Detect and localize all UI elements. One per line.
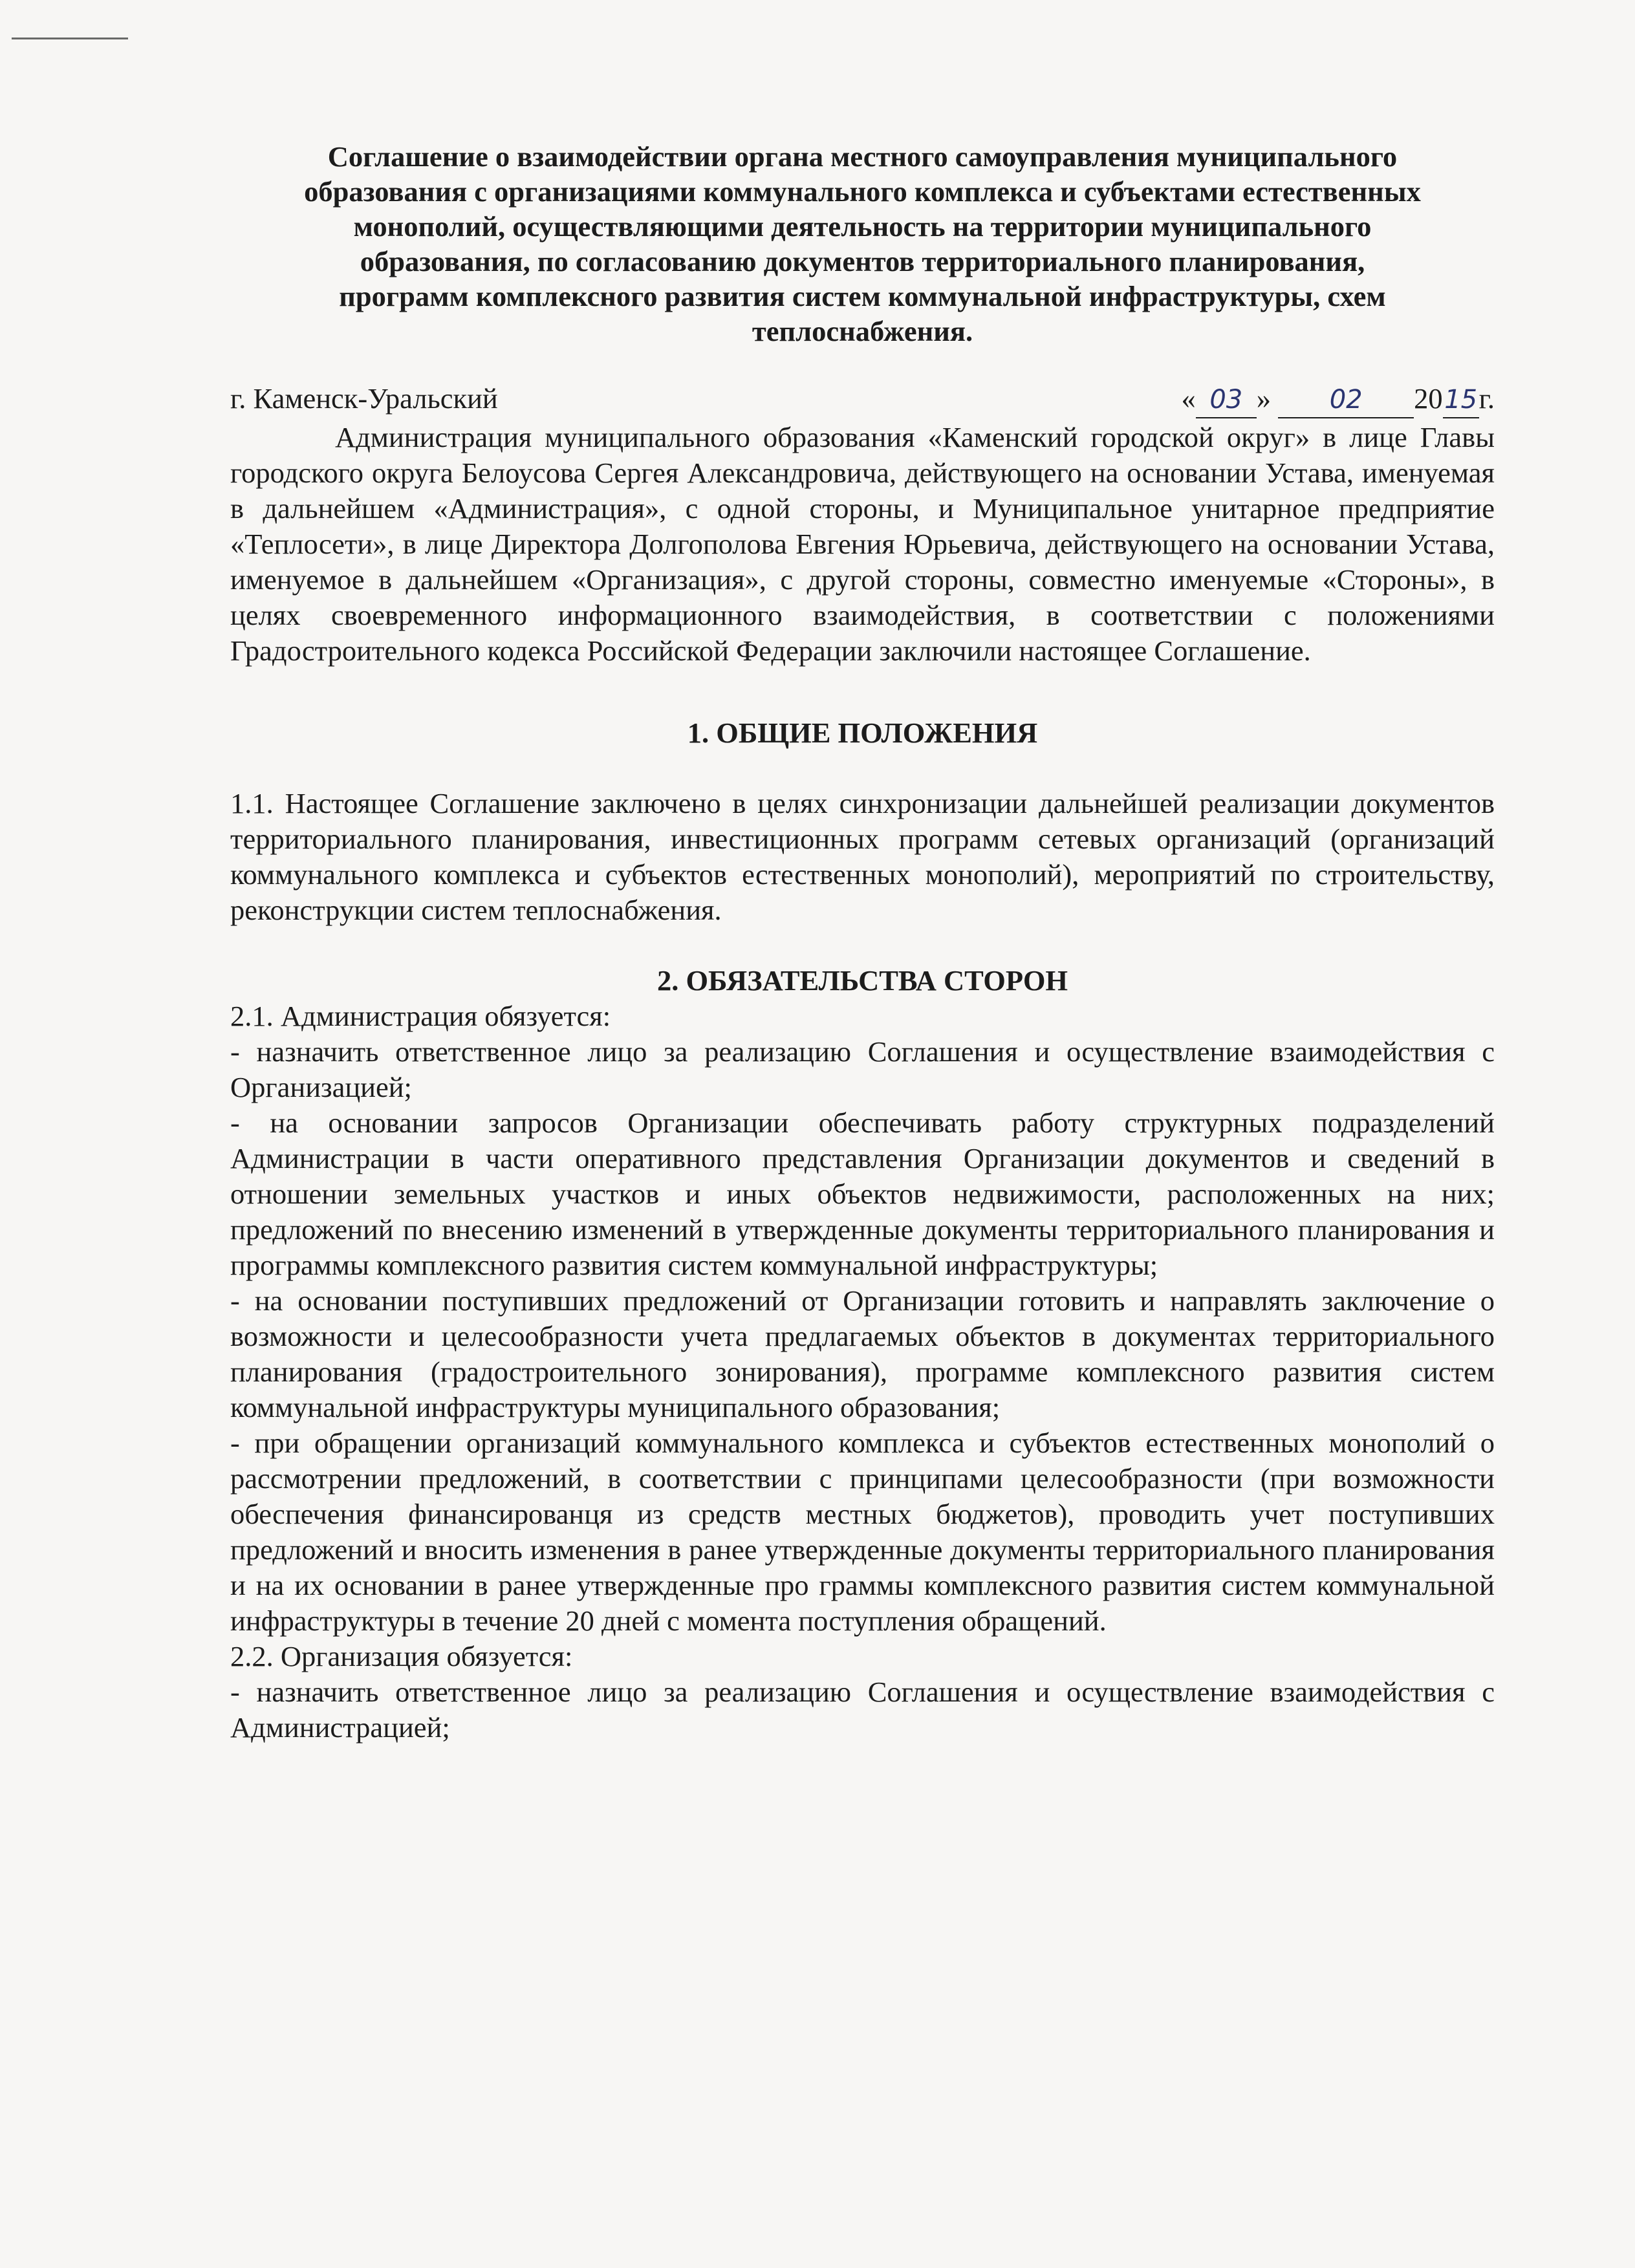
obligation-item: - на основании запросов Организации обеспечивать работу структурных подразделений Администрации в части оперативного представления Организации документов и сведений в отношении земельных участков и иных объектов недвижимости, расположенных на них; предложений по внесению изменений в утвержденные документы территориального планирования и программы комплексного развития систем коммунальной инфраструктуры; bbox=[230, 1107, 1495, 1281]
title-line: образования с организациями коммунального комплекса и субъектами естественных bbox=[304, 175, 1421, 208]
document-page bbox=[230, 139, 1495, 1745]
obligation-item: - при обращении организаций коммунального комплекса и субъектов естественных монополий о рассмотрении предложений, в соответствии с принципами целесообразности (при возможности обеспечения финансированця из средств местных бюджетов), проводить учет поступивших предложений и вносить изменения в ранее утвержденные документы территориального планирования и на их основании в ранее утвержденные про граммы комплексного развития систем коммунальной инфраструктуры в течение 20 дней с момента поступления обращений. bbox=[230, 1427, 1495, 1637]
document-title bbox=[230, 139, 1495, 349]
date-open-quote: « bbox=[1181, 382, 1196, 415]
title-line: программ комплексного развития систем коммунальной инфраструктуры, схем bbox=[339, 280, 1386, 312]
title-line: образования, по согласованию документов территориального планирования, bbox=[360, 245, 1365, 277]
title-line: монополий, осуществляющими деятельность на территории муниципального bbox=[353, 210, 1372, 243]
date-close-quote: » bbox=[1256, 382, 1272, 415]
clause-1-1: 1.1. Настоящее Соглашение заключено в целях синхронизации дальнейшей реализации документов территориального планирования, инвестиционных программ сетевых организаций (организаций коммунального комплекса и субъектов естественных монополий), мероприятий по строительству, реконструкции систем теплоснабжения. bbox=[230, 787, 1495, 926]
clause-2-1-label: 2.1. Администрация обязуется: bbox=[230, 1000, 611, 1032]
title-line: теплоснабжения. bbox=[752, 315, 973, 347]
obligation-item: - назначить ответственное лицо за реализацию Соглашения и осуществление взаимодействия с Администрацией; bbox=[230, 1676, 1495, 1744]
year-unit: г. bbox=[1478, 382, 1495, 415]
handwritten-month: 02 bbox=[1278, 382, 1414, 418]
clause-2-2-label: 2.2. Организация обязуется: bbox=[230, 1640, 573, 1672]
obligation-item: - на основании поступивших предложений от Организации готовить и направлять заключение о возможности и целесообразности учета предлагаемых объектов в документах территориального планирования (градостроительного зонирования), программе комплексного развития систем коммунальной инфраструктуры муниципального образования; bbox=[230, 1284, 1495, 1423]
section-heading: 2. ОБЯЗАТЕЛЬСТВА СТОРОН bbox=[656, 964, 1068, 997]
preamble-paragraph: Администрация муниципального образования «Каменский городской округ» в лице Главы городского округа Белоусова Сергея Александровича, действующего на основании Устава, именуемая в дальнейшем «Администрация», с одной стороны, и Муниципальное унитарное предприятие «Теплосети», в лице Директора Долгополова Евгения Юрьевича, действующего на основании Устава, именуемое в дальнейшем «Организация», с другой стороны, совместно именуемые «Стороны», в целях своевременного информационного взаимодействия, в соответствии с положениями Градостроительного кодекса Российской Федерации заключили настоящее Соглашение. bbox=[230, 421, 1495, 667]
agreement-date bbox=[1182, 381, 1495, 418]
section-heading: 1. ОБЩИЕ ПОЛОЖЕНИЯ bbox=[687, 717, 1038, 749]
scan-corner-line bbox=[12, 38, 128, 39]
place-and-date bbox=[230, 381, 1495, 420]
handwritten-year: 15 bbox=[1443, 382, 1479, 418]
handwritten-day: 03 bbox=[1196, 382, 1257, 418]
obligation-item: - назначить ответственное лицо за реализацию Соглашения и осуществление взаимодействия с Организацией; bbox=[230, 1035, 1495, 1103]
year-prefix: 20 bbox=[1414, 382, 1443, 415]
city: г. Каменск-Уральский bbox=[230, 382, 498, 415]
title-line: Соглашение о взаимодействии органа местного самоуправления муниципального bbox=[327, 140, 1398, 173]
